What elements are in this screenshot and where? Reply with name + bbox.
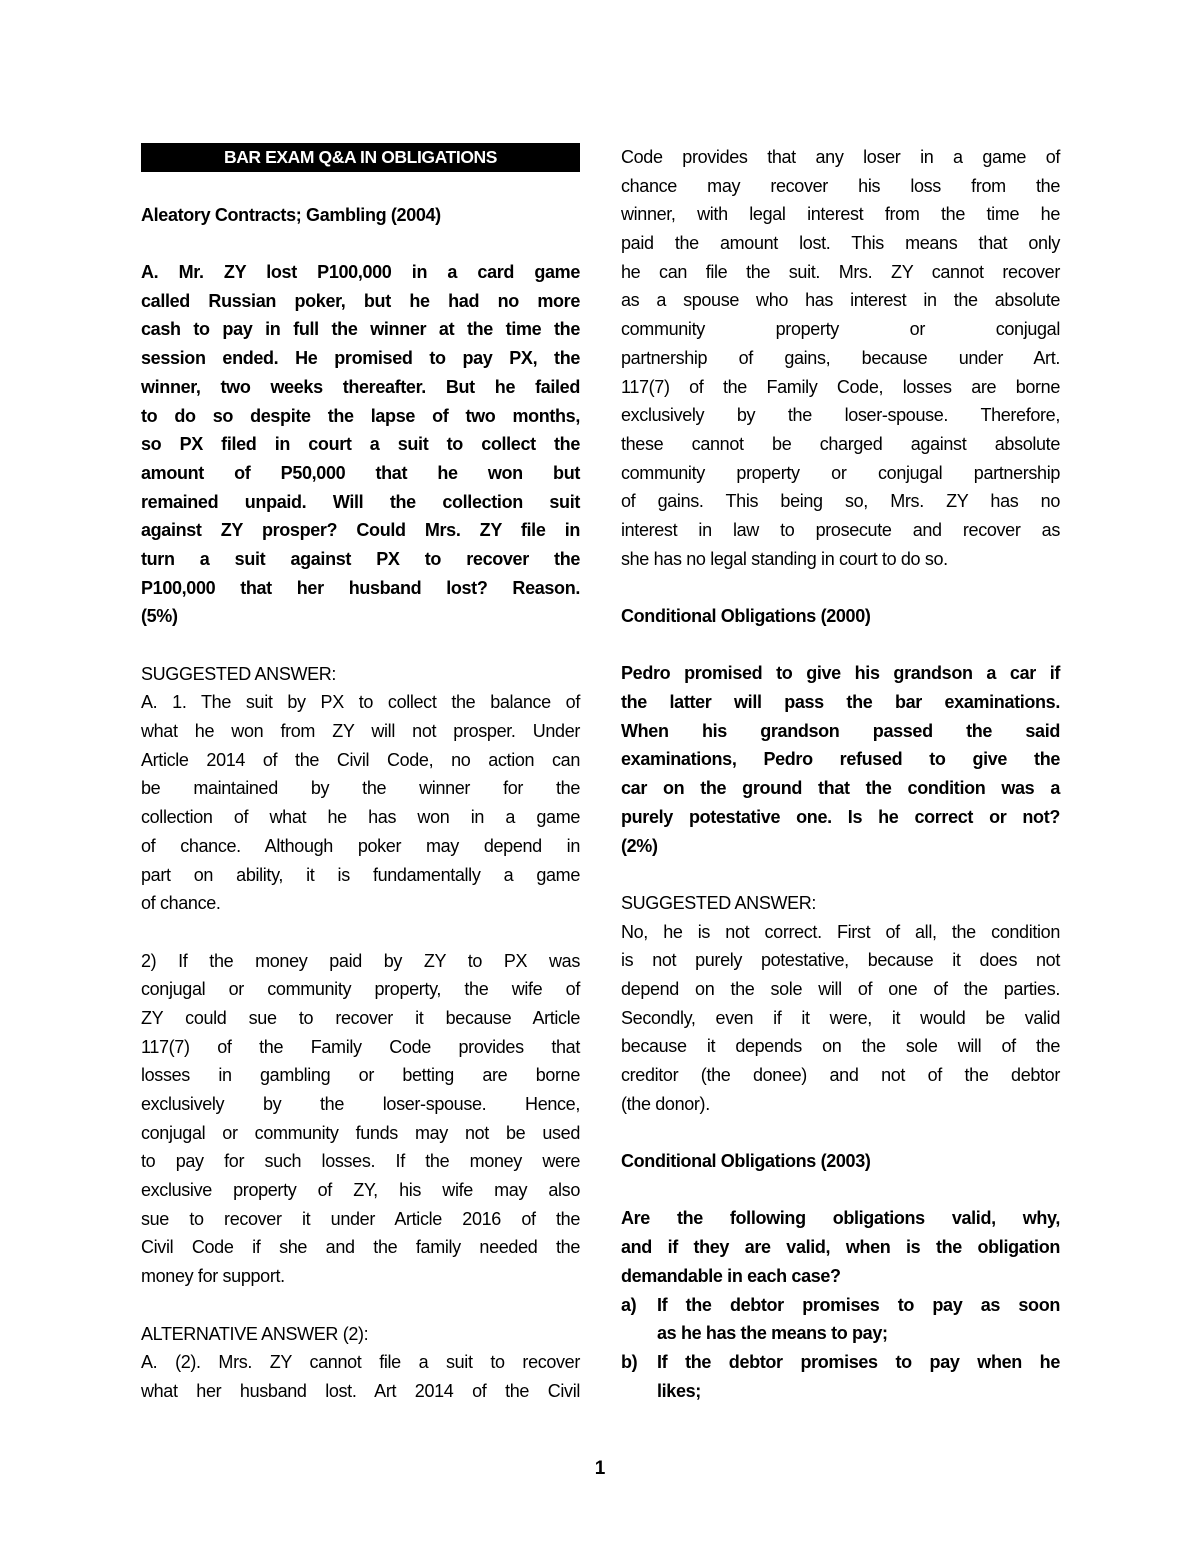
list-marker: b)	[621, 1351, 638, 1372]
text-line: he can file the suit. Mrs. ZY cannot recover	[621, 261, 1060, 282]
bold-text-line: session ended. He promised to pay PX, the	[141, 348, 580, 369]
bold-text-line: Conditional Obligations (2003)	[621, 1151, 871, 1172]
text-line: exclusively by the loser-spouse. Hence,	[141, 1094, 580, 1114]
text-line: losses in gambling or betting are borne	[141, 1065, 580, 1086]
bold-text-line: and if they are valid, when is the obligation	[621, 1237, 1060, 1258]
text-line: to pay for such losses. If the money were	[141, 1151, 580, 1172]
list-item	[621, 1291, 1060, 1320]
list-item-text: If the debtor promises to pay as soon	[657, 1294, 1060, 1315]
text-line: Article 2014 of the Civil Code, no action can	[141, 749, 580, 770]
text-line: SUGGESTED ANSWER:	[141, 663, 337, 684]
blank-line	[141, 631, 580, 660]
bold-text-line: called Russian poker, but he had no more	[141, 290, 580, 311]
text-line: community property or conjugal partnership	[621, 462, 1060, 483]
text-line: collection of what he has won in a game	[141, 807, 580, 828]
bold-text-line: to do so despite the lapse of two months,	[141, 405, 580, 426]
text-line: ZY could sue to recover it because Article	[141, 1007, 580, 1028]
blank-line	[621, 631, 1060, 660]
bold-text-line: the latter will pass the bar examinations.	[621, 692, 1060, 713]
text-line: part on ability, it is fundamentally a game	[141, 864, 580, 885]
text-line: SUGGESTED ANSWER:	[621, 892, 817, 913]
blank-line	[621, 573, 1060, 602]
blank-line	[141, 172, 580, 201]
bold-text-line: Conditional Obligations (2000)	[621, 606, 871, 626]
text-line: 117(7) of the Family Code, losses are borne	[621, 376, 1060, 397]
bold-text-line: cash to pay in full the winner at the time the	[141, 319, 580, 340]
bold-text-line: turn a suit against PX to recover the	[141, 548, 580, 569]
text-line: chance may recover his loss from the	[621, 175, 1060, 196]
text-line: conjugal or community property, the wife of	[141, 979, 580, 1000]
text-line: is not purely potestative, because it does not	[621, 950, 1060, 971]
text-line: exclusive property of ZY, his wife may also	[141, 1180, 580, 1201]
text-line: (the donor).	[621, 1093, 710, 1114]
text-line: because it depends on the sole will of the	[621, 1036, 1060, 1057]
bold-text-line: Pedro promised to give his grandson a car if	[621, 663, 1060, 684]
right-column	[621, 143, 1060, 1405]
bold-text-line: amount of P50,000 that he won but	[141, 462, 580, 483]
text-line: of chance.	[141, 893, 221, 914]
blank-line	[141, 918, 580, 947]
bold-text-line: (2%)	[621, 835, 658, 856]
bold-text-line: Are the following obligations valid, why,	[621, 1208, 1060, 1229]
bold-text-line: purely potestative one. Is he correct or not?	[621, 806, 1060, 827]
text-line: A. 1. The suit by PX to collect the balance of	[141, 692, 580, 713]
bold-text-line: likes;	[657, 1380, 701, 1401]
document-title-banner: BAR EXAM Q&A IN OBLIGATIONS	[141, 143, 580, 172]
text-line: of gains. This being so, Mrs. ZY has no	[621, 491, 1060, 512]
text-line: conjugal or community funds may not be used	[141, 1122, 580, 1143]
text-line: community property or conjugal	[621, 319, 1060, 340]
bold-text-line: P100,000 that her husband lost? Reason.	[141, 577, 580, 598]
bold-text-line: as he has the means to pay;	[657, 1323, 888, 1344]
text-line: as a spouse who has interest in the absolute	[621, 290, 1060, 311]
blank-line	[621, 1176, 1060, 1205]
bold-text-line: against ZY prosper? Could Mrs. ZY file in	[141, 520, 580, 541]
text-line: what her husband lost. Art 2014 of the Civil	[141, 1380, 580, 1401]
bold-text-line: remained unpaid. Will the collection suit	[141, 491, 580, 512]
bold-text-line: When his grandson passed the said	[621, 720, 1060, 741]
bold-text-line: A. Mr. ZY lost P100,000 in a card game	[141, 262, 580, 283]
text-line: Code provides that any loser in a game of	[621, 147, 1060, 167]
list-marker: a)	[621, 1294, 637, 1315]
text-line: 2) If the money paid by ZY to PX was	[141, 950, 580, 971]
text-line: creditor (the donee) and not of the debtor	[621, 1065, 1060, 1085]
bold-text-line: so PX filed in court a suit to collect the	[141, 434, 580, 455]
text-line: depend on the sole will of one of the parties.	[621, 978, 1060, 999]
bold-text-line: demandable in each case?	[621, 1265, 841, 1286]
text-line: be maintained by the winner for the	[141, 778, 580, 799]
blank-line	[621, 860, 1060, 889]
text-line: exclusively by the loser-spouse. Therefore,	[621, 405, 1060, 426]
text-line: 117(7) of the Family Code provides that	[141, 1036, 580, 1057]
bold-text-line: winner, two weeks thereafter. But he failed	[141, 376, 580, 397]
text-line: paid the amount lost. This means that only	[621, 233, 1060, 254]
bold-text-line: examinations, Pedro refused to give the	[621, 749, 1060, 770]
text-line: A. (2). Mrs. ZY cannot file a suit to recover	[141, 1352, 580, 1373]
text-line: what he won from ZY will not prosper. Under	[141, 721, 580, 742]
text-line: ALTERNATIVE ANSWER (2):	[141, 1323, 369, 1344]
text-line: winner, with legal interest from the time he	[621, 204, 1060, 225]
text-line: of chance. Although poker may depend in	[141, 835, 580, 856]
left-column	[141, 143, 580, 1406]
text-line: Civil Code if she and the family needed the	[141, 1237, 580, 1258]
bold-text-line: Aleatory Contracts; Gambling (2004)	[141, 204, 441, 225]
bold-text-line: (5%)	[141, 606, 178, 627]
list-item-text: If the debtor promises to pay when he	[657, 1351, 1060, 1372]
bold-text-line: car on the ground that the condition was a	[621, 778, 1060, 799]
text-line: sue to recover it under Article 2016 of the	[141, 1208, 580, 1229]
blank-line	[621, 1118, 1060, 1147]
list-item	[621, 1348, 1060, 1377]
text-line: Secondly, even if it were, it would be valid	[621, 1007, 1060, 1028]
text-line: interest in law to prosecute and recover as	[621, 519, 1060, 540]
text-line: these cannot be charged against absolute	[621, 433, 1060, 454]
blank-line	[141, 229, 580, 258]
page-number: 1	[594, 1458, 606, 1479]
text-line: No, he is not correct. First of all, the condition	[621, 921, 1060, 942]
text-line: she has no legal standing in court to do so.	[621, 548, 948, 569]
text-line: partnership of gains, because under Art.	[621, 347, 1060, 368]
blank-line	[141, 1291, 580, 1320]
text-line: money for support.	[141, 1266, 285, 1287]
